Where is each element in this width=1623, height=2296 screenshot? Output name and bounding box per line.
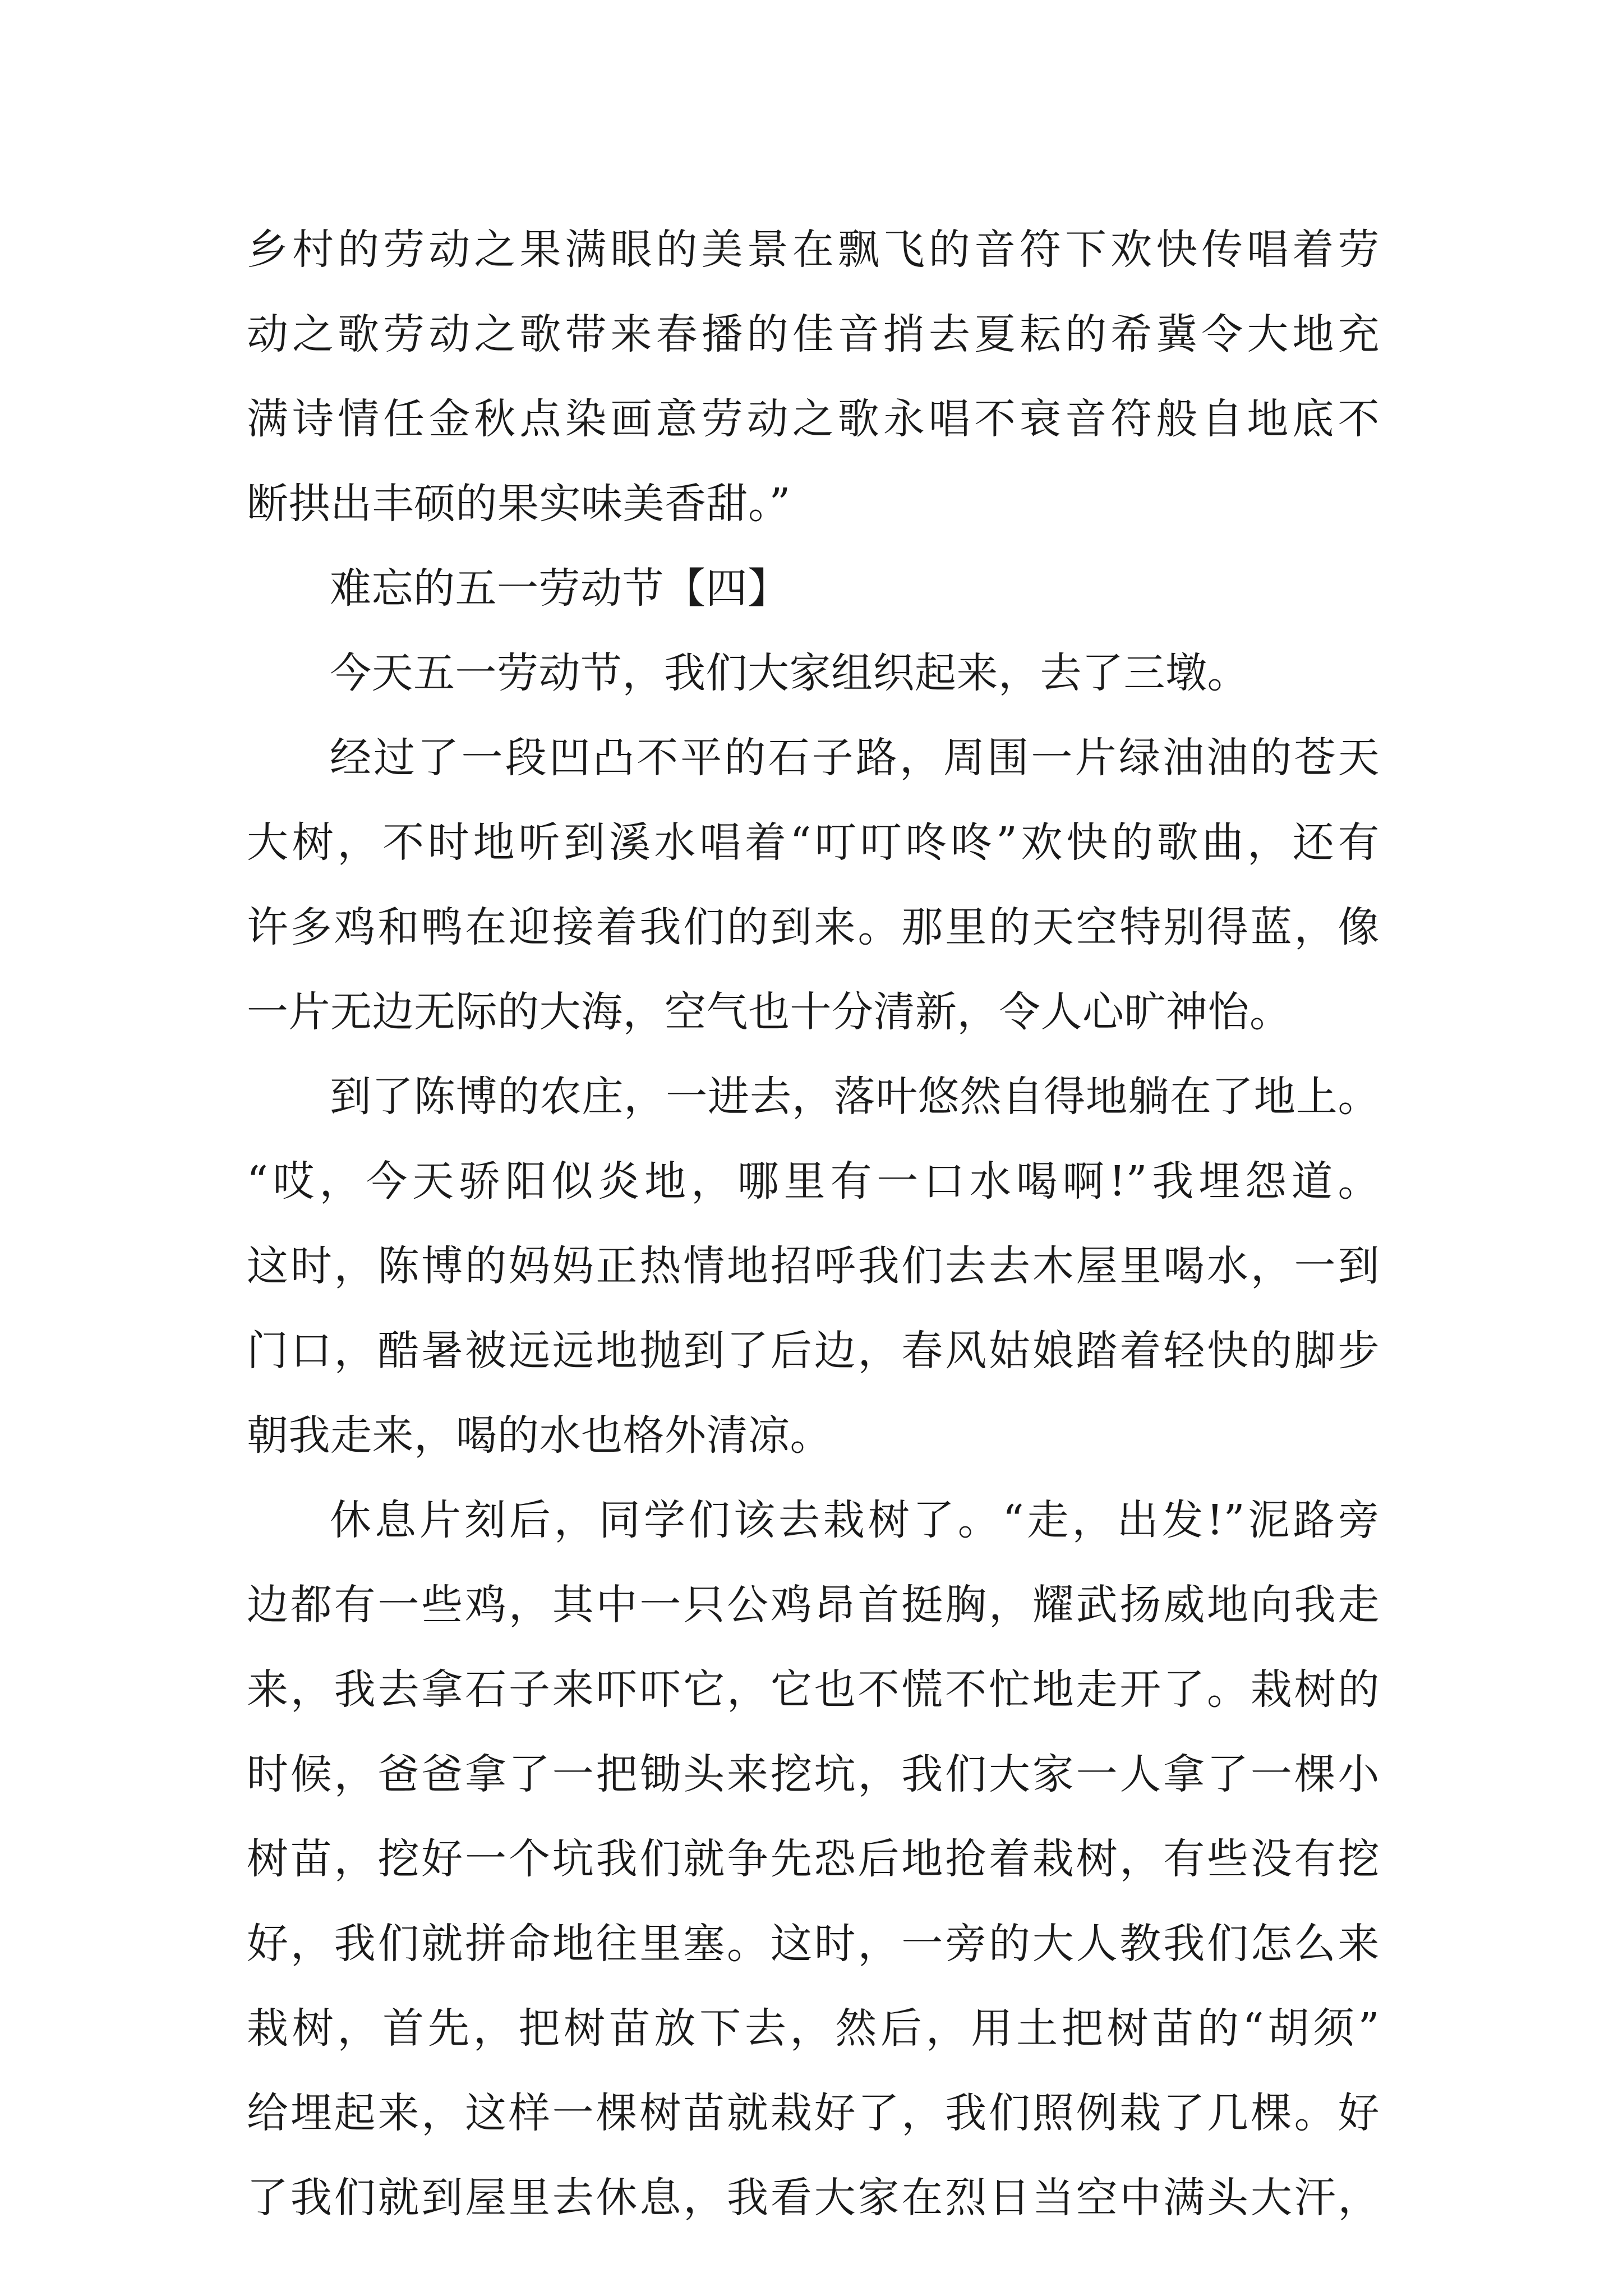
text-line: 给埋起来，这样一棵树苗就栽好了，我们照例栽了几棵。好 bbox=[247, 2089, 1380, 2137]
text-line: 动之歌劳动之歌带来春播的佳音捎去夏耘的希冀令大地充 bbox=[247, 310, 1380, 358]
paragraph-1 bbox=[247, 208, 1380, 546]
text-line: 大树，不时地听到溪水唱着“叮叮咚咚”欢快的歌曲，还有 bbox=[247, 818, 1380, 867]
heading-text: 难忘的五一劳动节【四】 bbox=[330, 564, 790, 613]
text-line: 时候，爸爸拿了一把锄头来挖坑，我们大家一人拿了一棵小 bbox=[247, 1750, 1380, 1798]
text-line: 这时，陈博的妈妈正热情地招呼我们去去木屋里喝水，一到 bbox=[247, 1242, 1380, 1290]
text-line: 一片无边无际的大海，空气也十分清新，令人心旷神怡。 bbox=[247, 988, 1292, 1036]
text-line: 乡村的劳动之果满眼的美景在飘飞的音符下欢快传唱着劳 bbox=[247, 226, 1380, 274]
text-line: 边都有一些鸡，其中一只公鸡昂首挺胸，耀武扬威地向我走 bbox=[247, 1581, 1380, 1629]
text-line: 好，我们就拼命地往里塞。这时，一旁的大人教我们怎么来 bbox=[247, 1920, 1380, 1968]
text-line: 树苗，挖好一个坑我们就争先恐后地抢着栽树，有些没有挖 bbox=[247, 1835, 1380, 1883]
text-line: 休息片刻后，同学们该去栽树了。“走，出发!”泥路旁 bbox=[330, 1496, 1380, 1544]
paragraph-4 bbox=[247, 1055, 1380, 1478]
text-line: 朝我走来，喝的水也格外清凉。 bbox=[247, 1411, 832, 1460]
document-body bbox=[247, 208, 1380, 2240]
text-line: 栽树，首先，把树苗放下去，然后，用土把树苗的“胡须” bbox=[247, 2004, 1380, 2053]
text-line: 满诗情任金秋点染画意劳动之歌永唱不衰音符般自地底不 bbox=[247, 395, 1380, 443]
text-line: 来，我去拿石子来吓吓它，它也不慌不忙地走开了。栽树的 bbox=[247, 1665, 1380, 1714]
section-heading bbox=[247, 546, 1380, 631]
text-line: 今天五一劳动节，我们大家组织起来，去了三墩。 bbox=[330, 649, 1249, 697]
text-line: 断拱出丰硕的果实味美香甜。” bbox=[247, 480, 791, 528]
paragraph-5 bbox=[247, 1478, 1380, 2240]
paragraph-3 bbox=[247, 716, 1380, 1055]
text-line: 到了陈博的农庄，一进去，落叶悠然自得地躺在了地上。 bbox=[330, 1073, 1380, 1121]
text-line: 许多鸡和鸭在迎接着我们的到来。那里的天空特别得蓝，像 bbox=[247, 903, 1380, 951]
text-line: 门口，酷暑被远远地抛到了后边，春风姑娘踏着轻快的脚步 bbox=[247, 1327, 1380, 1375]
text-line: 了我们就到屋里去休息，我看大家在烈日当空中满头大汗， bbox=[247, 2174, 1380, 2222]
text-line: 经过了一段凹凸不平的石子路，周围一片绿油油的苍天 bbox=[330, 734, 1380, 782]
paragraph-2 bbox=[247, 631, 1380, 716]
text-line: “哎，今天骄阳似炎地，哪里有一口水喝啊!”我埋怨道。 bbox=[247, 1157, 1380, 1205]
